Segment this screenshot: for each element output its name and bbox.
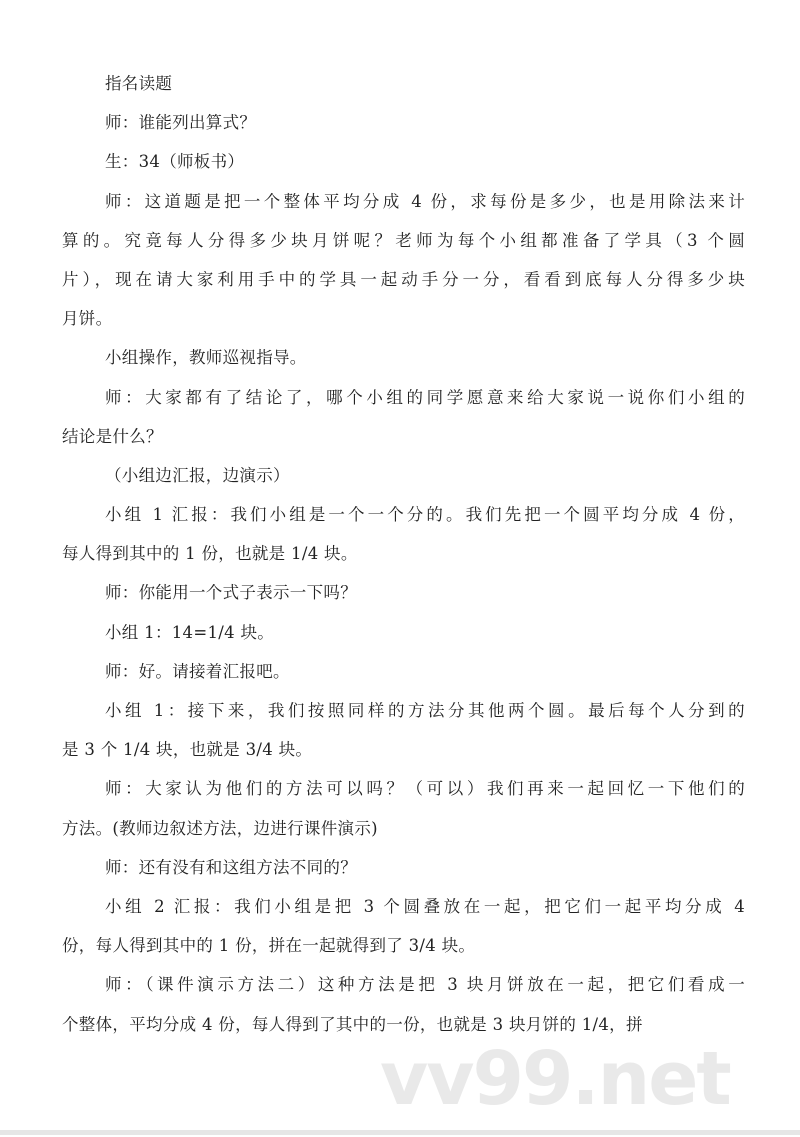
paragraph — [62, 573, 745, 612]
paragraph — [62, 613, 745, 652]
text-line: 师：好。请接着汇报吧。 — [105, 661, 290, 681]
paragraph — [62, 456, 745, 495]
text-line: 小组 1 汇报：我们小组是一个一个分的。我们先把一个圆平均分成 4 份， — [105, 505, 745, 525]
paragraph — [62, 887, 745, 965]
text-line: 每人得到其中的 1 份，也就是 1/4 块。 — [62, 544, 358, 564]
text-line: 小组操作，教师巡视指导。 — [105, 348, 307, 368]
text-line: 指名读题 — [105, 74, 173, 93]
text-line: 师：谁能列出算式？ — [105, 113, 257, 133]
paragraph — [62, 64, 745, 103]
paragraph — [62, 338, 745, 377]
text-line: 师：大家都有了结论了，哪个小组的同学愿意来给大家说一说你们小组的 — [105, 387, 745, 407]
text-line: 是 3 个 1/4 块，也就是 3/4 块。 — [62, 740, 313, 760]
paragraph — [62, 769, 745, 847]
text-line: 师：这道题是把一个整体平均分成 4 份，求每份是多少，也是用除法来计 — [105, 191, 745, 211]
text-line: 算的。究竟每人分得多少块月饼呢？老师为每个小组都准备了学具（3 个圆 — [62, 230, 745, 250]
text-line: 份，每人得到其中的 1 份，拼在一起就得到了 3/4 块。 — [62, 936, 476, 956]
text-line: 师：大家认为他们的方法可以吗？（可以）我们再来一起回忆一下他们的 — [105, 779, 745, 799]
text-line: 小组 1：接下来，我们按照同样的方法分其他两个圆。最后每个人分到的 — [105, 701, 745, 720]
paragraph — [62, 182, 745, 339]
text-line: 师：还有没有和这组方法不同的？ — [105, 857, 357, 877]
paragraph — [62, 652, 745, 691]
paragraph — [62, 965, 745, 1043]
text-line: 片），现在请大家利用手中的学具一起动手分一分，看看到底每人分得多少块 — [62, 269, 745, 289]
watermark: vv99.net — [380, 1036, 730, 1122]
paragraph — [62, 848, 745, 887]
document-body — [62, 64, 745, 1044]
text-line: 小组 2 汇报：我们小组是把 3 个圆叠放在一起，把它们一起平均分成 4 — [105, 896, 745, 916]
text-line: 方法。(教师边叙述方法，边进行课件演示) — [62, 818, 378, 838]
paragraph — [62, 142, 745, 181]
text-line: 月饼。 — [62, 309, 113, 329]
paragraph — [62, 691, 745, 769]
text-line: 小组 1：14=1/4 块。 — [105, 622, 275, 642]
paragraph — [62, 495, 745, 573]
text-line: 生：34（师板书） — [105, 152, 245, 172]
text-line: 师：你能用一个式子表示一下吗？ — [105, 583, 357, 603]
paragraph — [62, 103, 745, 142]
text-line: 个整体，平均分成 4 份，每人得到了其中的一份，也就是 3 块月饼的 1/4，拼 — [62, 1014, 643, 1034]
text-line: 师：（课件演示方法二）这种方法是把 3 块月饼放在一起，把它们看成一 — [105, 975, 745, 995]
text-line: （小组边汇报，边演示） — [105, 465, 290, 485]
text-line: 结论是什么？ — [62, 426, 163, 446]
paragraph — [62, 378, 745, 456]
